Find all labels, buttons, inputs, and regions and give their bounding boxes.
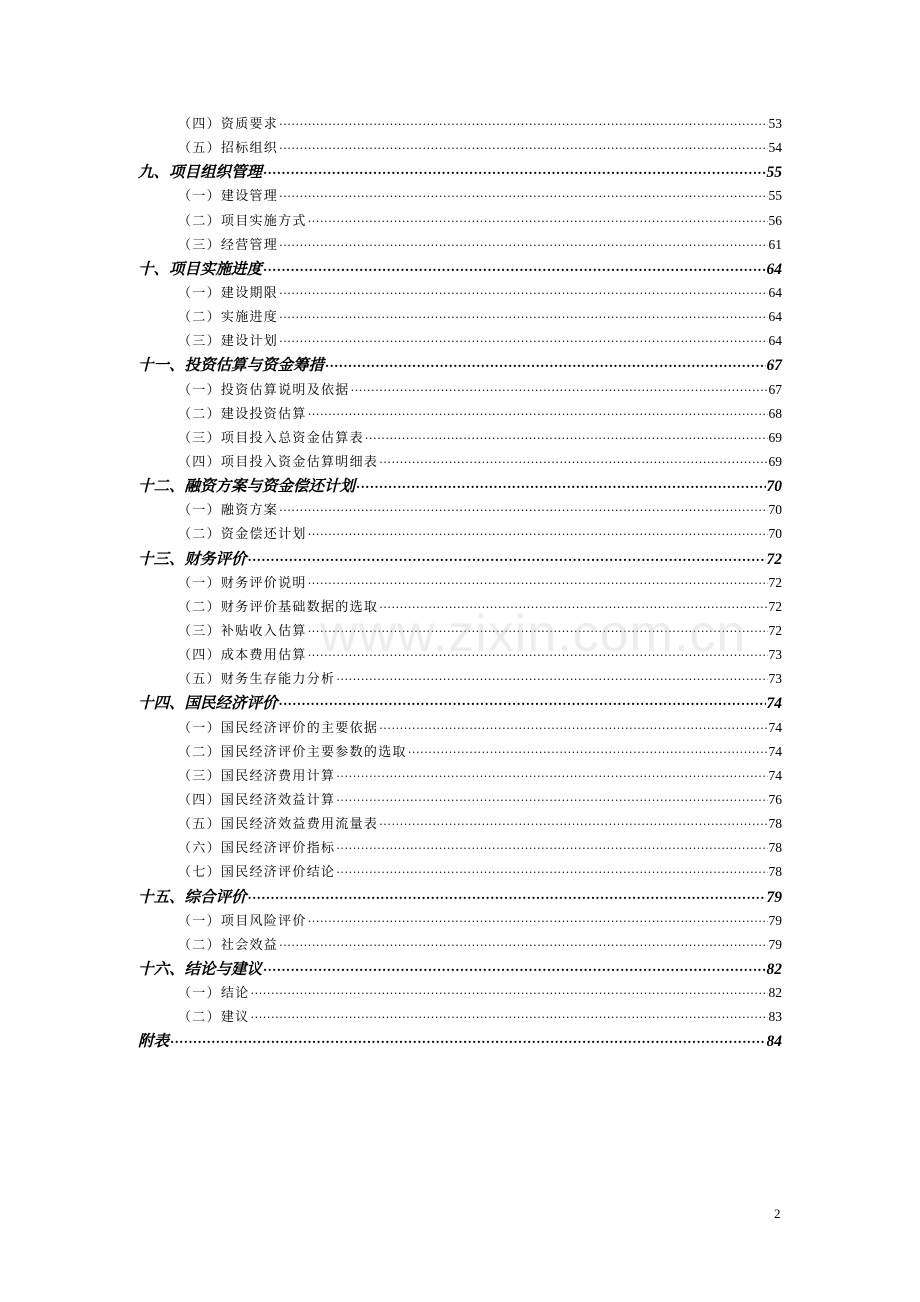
toc-entry-label: （二）资金偿还计划 bbox=[178, 527, 307, 543]
toc-section-entry[interactable] bbox=[138, 112, 782, 136]
toc-entry-page: 84 bbox=[766, 1033, 782, 1051]
toc-entry-page: 55 bbox=[766, 164, 782, 182]
dot-leader bbox=[279, 182, 767, 206]
toc-section-entry[interactable] bbox=[138, 788, 782, 812]
toc-entry-label: （二）建设投资估算 bbox=[178, 406, 307, 422]
toc-entry-page: 70 bbox=[766, 478, 782, 496]
toc-entry-page: 73 bbox=[768, 671, 782, 687]
toc-section-entry[interactable] bbox=[138, 571, 782, 595]
toc-chapter-entry[interactable] bbox=[138, 257, 782, 281]
toc-entry-label: （三）项目投入总资金估算表 bbox=[178, 430, 364, 446]
dot-leader bbox=[170, 1026, 765, 1051]
toc-entry-page: 64 bbox=[768, 309, 782, 325]
toc-entry-label: （二）项目实施方式 bbox=[178, 213, 307, 229]
page-number: 2 bbox=[774, 1206, 781, 1221]
dot-leader bbox=[308, 400, 768, 424]
dot-leader bbox=[336, 786, 767, 810]
toc-entry-label: （一）财务评价说明 bbox=[178, 575, 307, 591]
toc-entry-page: 64 bbox=[768, 284, 782, 300]
watermark: www.zixin.com.cn bbox=[320, 605, 747, 663]
dot-leader bbox=[379, 714, 767, 738]
toc-section-entry[interactable] bbox=[138, 836, 782, 860]
toc-entry-page: 74 bbox=[768, 743, 782, 759]
dot-leader bbox=[263, 157, 765, 182]
toc-entry-label: （三）建设计划 bbox=[178, 334, 279, 350]
toc-entry-page: 54 bbox=[768, 140, 782, 156]
toc-entry-label: 附表 bbox=[138, 1031, 170, 1051]
toc-entry-label: （四）成本费用估算 bbox=[178, 648, 307, 664]
toc-section-entry[interactable] bbox=[138, 764, 782, 788]
dot-leader bbox=[248, 882, 766, 907]
toc-entry-label: （一）融资方案 bbox=[178, 503, 279, 519]
toc-entry-page: 64 bbox=[768, 333, 782, 349]
toc-chapter-entry[interactable] bbox=[138, 353, 782, 377]
dot-leader bbox=[325, 350, 765, 375]
dot-leader bbox=[336, 665, 767, 689]
dot-leader bbox=[279, 134, 767, 158]
toc-section-entry[interactable] bbox=[138, 740, 782, 764]
dot-leader bbox=[279, 688, 766, 713]
toc-section-entry[interactable] bbox=[138, 909, 782, 933]
toc-entry-label: （二）建议 bbox=[178, 1010, 250, 1026]
toc-entry-page: 79 bbox=[766, 888, 782, 906]
toc-entry-label: （三）经营管理 bbox=[178, 237, 279, 253]
toc-entry-label: 十六、结论与建议 bbox=[138, 958, 263, 978]
toc-entry-page: 78 bbox=[768, 816, 782, 832]
toc-entry-page: 74 bbox=[768, 767, 782, 783]
toc-entry-label: （六）国民经济评价指标 bbox=[178, 841, 336, 857]
toc-chapter-entry[interactable] bbox=[138, 1029, 782, 1053]
dot-leader bbox=[279, 327, 767, 351]
dot-leader bbox=[279, 931, 767, 955]
dot-leader bbox=[263, 254, 765, 279]
dot-leader bbox=[248, 544, 766, 569]
toc-entry-page: 74 bbox=[766, 695, 782, 713]
toc-section-entry[interactable] bbox=[138, 378, 782, 402]
toc-entry-page: 78 bbox=[768, 840, 782, 856]
toc-section-entry[interactable] bbox=[138, 498, 782, 522]
toc-section-entry[interactable] bbox=[138, 209, 782, 233]
toc-entry-page: 70 bbox=[768, 502, 782, 518]
dot-leader bbox=[308, 520, 768, 544]
dot-leader bbox=[279, 303, 767, 327]
toc-section-entry[interactable] bbox=[138, 184, 782, 208]
toc-entry-page: 72 bbox=[766, 550, 782, 568]
dot-leader bbox=[308, 207, 768, 231]
toc-entry-label: 十二、融资方案与资金偿还计划 bbox=[138, 476, 356, 496]
toc-chapter-entry[interactable] bbox=[138, 885, 782, 909]
toc-entry-page: 82 bbox=[766, 960, 782, 978]
dot-leader bbox=[279, 110, 767, 134]
dot-leader bbox=[251, 979, 768, 1003]
toc-entry-label: 十一、投资估算与资金筹措 bbox=[138, 355, 325, 375]
toc-entry-page: 68 bbox=[768, 405, 782, 421]
toc-entry-page: 70 bbox=[768, 526, 782, 542]
toc-entry-page: 74 bbox=[768, 719, 782, 735]
toc-entry-label: （三）国民经济费用计算 bbox=[178, 768, 336, 784]
toc-section-entry[interactable] bbox=[138, 812, 782, 836]
toc-entry-label: （二）社会效益 bbox=[178, 937, 279, 953]
dot-leader bbox=[379, 593, 767, 617]
dot-leader bbox=[356, 471, 765, 496]
dot-leader bbox=[308, 641, 768, 665]
toc-entry-label: （四）资质要求 bbox=[178, 117, 279, 132]
toc-entry-label: （二）实施进度 bbox=[178, 310, 279, 326]
toc-entry-page: 82 bbox=[768, 985, 782, 1001]
toc-entry-label: 十三、财务评价 bbox=[138, 548, 247, 568]
toc-section-entry[interactable] bbox=[138, 281, 782, 305]
dot-leader bbox=[336, 762, 767, 786]
toc-entry-label: （二）国民经济评价主要参数的选取 bbox=[178, 744, 407, 760]
toc-entry-label: （一）建设期限 bbox=[178, 285, 279, 301]
toc-entry-label: （四）项目投入资金估算明细表 bbox=[178, 454, 379, 470]
toc-entry-label: （一）结论 bbox=[178, 986, 250, 1002]
toc-entry-label: （四）国民经济效益计算 bbox=[178, 792, 336, 808]
toc-entry-label: （一）国民经济评价的主要依据 bbox=[178, 720, 379, 736]
toc-entry-page: 72 bbox=[768, 598, 782, 614]
toc-section-entry[interactable] bbox=[138, 619, 782, 643]
dot-leader bbox=[308, 617, 768, 641]
toc-entry-label: （一）项目风险评价 bbox=[178, 913, 307, 929]
toc-chapter-entry[interactable] bbox=[138, 691, 782, 715]
toc-entry-label: 十、项目实施进度 bbox=[138, 258, 263, 278]
toc-entry-page: 78 bbox=[768, 864, 782, 880]
toc-entry-label: （七）国民经济评价结论 bbox=[178, 865, 336, 881]
toc-entry-label: （五）财务生存能力分析 bbox=[178, 672, 336, 688]
toc-entry-page: 73 bbox=[768, 647, 782, 663]
dot-leader bbox=[379, 448, 767, 472]
dot-leader bbox=[308, 907, 768, 931]
toc-entry-page: 72 bbox=[768, 622, 782, 638]
toc-entry-label: （五）招标组织 bbox=[178, 141, 279, 157]
dot-leader bbox=[336, 834, 767, 858]
toc-entry-page: 79 bbox=[768, 912, 782, 928]
toc-section-entry[interactable] bbox=[138, 643, 782, 667]
toc-section-entry[interactable] bbox=[138, 426, 782, 450]
toc-entry-page: 61 bbox=[768, 236, 782, 252]
toc-entry-label: （二）财务评价基础数据的选取 bbox=[178, 599, 379, 615]
toc-section-entry[interactable] bbox=[138, 305, 782, 329]
dot-leader bbox=[351, 376, 768, 400]
toc-entry-page: 79 bbox=[768, 936, 782, 952]
toc-chapter-entry[interactable] bbox=[138, 547, 782, 571]
dot-leader bbox=[308, 569, 768, 593]
toc-entry-page: 69 bbox=[768, 453, 782, 469]
dot-leader bbox=[408, 738, 768, 762]
toc-entry-label: 十五、综合评价 bbox=[138, 886, 247, 906]
toc-entry-page: 67 bbox=[768, 381, 782, 397]
toc-section-entry[interactable] bbox=[138, 716, 782, 740]
toc-section-entry[interactable] bbox=[138, 595, 782, 619]
toc-entry-label: （三）补贴收入估算 bbox=[178, 623, 307, 639]
dot-leader bbox=[279, 496, 767, 520]
toc-entry-label: 十四、国民经济评价 bbox=[138, 693, 278, 713]
toc-section-entry[interactable] bbox=[138, 981, 782, 1005]
dot-leader bbox=[279, 231, 767, 255]
toc-chapter-entry[interactable] bbox=[138, 160, 782, 184]
toc-entry-page: 56 bbox=[768, 212, 782, 228]
toc-entry-page: 69 bbox=[768, 429, 782, 445]
dot-leader bbox=[336, 858, 767, 882]
table-of-contents bbox=[138, 112, 782, 1053]
toc-entry-label: （一）投资估算说明及依据 bbox=[178, 382, 350, 398]
toc-entry-page: 67 bbox=[766, 357, 782, 375]
dot-leader bbox=[379, 810, 767, 834]
dot-leader bbox=[263, 954, 765, 979]
toc-entry-label: 九、项目组织管理 bbox=[138, 162, 263, 182]
dot-leader bbox=[279, 279, 767, 303]
toc-entry-page: 55 bbox=[768, 188, 782, 204]
dot-leader bbox=[251, 1003, 768, 1027]
toc-section-entry[interactable] bbox=[138, 402, 782, 426]
toc-chapter-entry[interactable] bbox=[138, 957, 782, 981]
toc-entry-page: 53 bbox=[768, 116, 782, 131]
toc-entry-page: 64 bbox=[766, 260, 782, 278]
toc-entry-page: 76 bbox=[768, 791, 782, 807]
toc-chapter-entry[interactable] bbox=[138, 474, 782, 498]
dot-leader bbox=[365, 424, 768, 448]
toc-entry-page: 83 bbox=[768, 1009, 782, 1025]
toc-entry-label: （五）国民经济效益费用流量表 bbox=[178, 817, 379, 833]
toc-entry-label: （一）建设管理 bbox=[178, 189, 279, 205]
toc-entry-page: 72 bbox=[768, 574, 782, 590]
